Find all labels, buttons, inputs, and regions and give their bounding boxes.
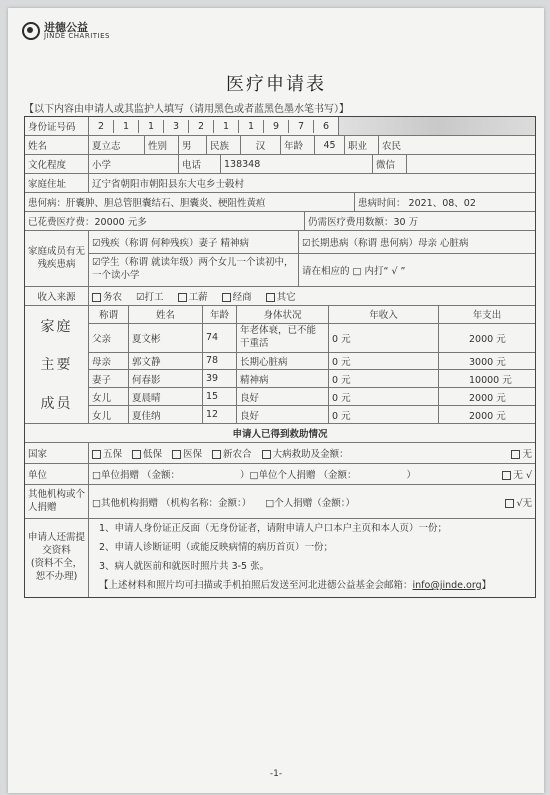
income-options bbox=[89, 287, 535, 305]
ethnic-value: 汉 bbox=[241, 136, 281, 154]
submit-items bbox=[89, 519, 535, 597]
addr-label: 家庭住址 bbox=[25, 174, 89, 192]
other-label: 其他机构或个人捐赠 bbox=[25, 485, 89, 518]
id-digit: 6 bbox=[322, 120, 330, 132]
id-digit: 1 bbox=[214, 120, 239, 133]
checkbox-icon bbox=[222, 293, 231, 302]
family-students: ☑学生（称谓 就读年级）两个女儿一个读初中，一个读小学 bbox=[89, 254, 299, 286]
jinde-logo bbox=[22, 22, 110, 40]
checkbox-icon bbox=[262, 450, 271, 459]
age-label: 年龄 bbox=[281, 136, 315, 154]
onset-text: 患病时间： 2021、08、02 bbox=[358, 198, 476, 209]
checkbox-icon bbox=[502, 471, 511, 480]
id-digit: 2 bbox=[89, 120, 114, 133]
id-digit: 3 bbox=[164, 120, 189, 133]
other-aid-row bbox=[25, 485, 535, 519]
members-header: 称谓 姓名 年龄 身体状况 年收入 年支出 bbox=[89, 306, 535, 324]
submit-item: 3、病人就医前和就医时照片共 3-5 张。 bbox=[99, 561, 270, 573]
id-digit: 1 bbox=[139, 120, 164, 133]
job-value: 农民 bbox=[382, 141, 402, 152]
name-label: 姓名 bbox=[25, 136, 89, 154]
spent-text: 已花费医疗费：20000 元多 bbox=[25, 212, 305, 230]
name-row bbox=[25, 136, 535, 155]
logo-cn: 进德公益 bbox=[44, 21, 88, 34]
checkbox-icon bbox=[212, 450, 221, 459]
wechat-label: 微信 bbox=[373, 155, 407, 173]
email-line: 【上述材料和照片均可扫描或手机拍照后发送至河北进德公益基金会邮箱：info@jinde.org】 bbox=[99, 580, 492, 592]
family-condition-row bbox=[25, 231, 535, 287]
document-page bbox=[8, 8, 544, 793]
income-option: 其它 bbox=[266, 289, 296, 303]
checkbox-icon bbox=[505, 499, 514, 508]
gov-aid-row bbox=[25, 443, 535, 464]
unit-label: 单位 bbox=[25, 464, 89, 484]
id-digit: 9 bbox=[264, 120, 289, 133]
submit-row bbox=[25, 519, 535, 597]
aid-header-row bbox=[25, 424, 535, 443]
income-label: 收入来源 bbox=[25, 287, 89, 305]
application-form bbox=[24, 116, 536, 598]
income-option: 务农 bbox=[92, 289, 122, 303]
checkbox-icon bbox=[132, 450, 141, 459]
id-row bbox=[25, 117, 535, 136]
disease-row bbox=[25, 193, 535, 212]
checkbox-hint: 请在相应的 □ 内打“ √ ” bbox=[302, 265, 406, 277]
gender-value: 男 bbox=[179, 136, 207, 154]
checkbox-icon bbox=[178, 293, 187, 302]
addr-value: 辽宁省朝阳市朝阳县东大屯乡士毂村 bbox=[92, 179, 245, 190]
disease-text: 患何病：肝囊肿、胆总管胆囊结石、胆囊炎、梗阻性黄疸 bbox=[25, 193, 355, 211]
age-value: 45 bbox=[315, 136, 345, 154]
id-label: 身份证号码 bbox=[25, 117, 89, 135]
table-row: 女儿 夏晨晴 15 良好 0 元 2000 元 bbox=[89, 388, 535, 406]
members-table bbox=[89, 306, 535, 423]
checkbox-icon bbox=[266, 293, 275, 302]
fill-instruction: 【以下内容由申请人或其监护人填写（请用黑色或者蓝黑色墨水笔书写）】 bbox=[24, 104, 349, 115]
other-options: □其他机构捐赠 （机构名称：金额：） □个人捐赠（金额：） √无 bbox=[92, 497, 532, 509]
logo-en: JINDE CHARITIES bbox=[44, 32, 110, 40]
checkbox-icon bbox=[92, 293, 101, 302]
members-block bbox=[25, 306, 535, 424]
page-number: -1- bbox=[269, 769, 283, 779]
id-digit: 1 bbox=[114, 120, 139, 133]
edu-label: 文化程度 bbox=[25, 155, 89, 173]
family-chronic: ☑长期患病（称谓 患何病）母亲 心脏病 bbox=[302, 237, 469, 249]
submit-item: 2、申请人诊断证明（或能反映病情的病历首页）一份； bbox=[99, 542, 334, 554]
cost-row bbox=[25, 212, 535, 231]
form-title: 医疗申请表 bbox=[226, 74, 326, 95]
id-digits bbox=[89, 117, 339, 135]
income-option: 经商 bbox=[222, 289, 252, 303]
job-label: 职业 bbox=[345, 136, 379, 154]
income-option: ☑打工 bbox=[136, 292, 164, 303]
table-row: 妻子 何春影 39 精神病 0 元 10000 元 bbox=[89, 370, 535, 388]
id-digit: 2 bbox=[189, 120, 214, 133]
phone-value: 138348 bbox=[221, 155, 373, 173]
gov-options: 五保 低保 医保 新农合 大病救助及金额： 无 bbox=[89, 443, 535, 463]
gender-label: 性别 bbox=[145, 136, 179, 154]
table-row: 女儿 夏佳纳 12 良好 0 元 2000 元 bbox=[89, 406, 535, 423]
name-value: 夏立志 bbox=[89, 136, 145, 154]
checkbox-icon bbox=[172, 450, 181, 459]
address-row bbox=[25, 174, 535, 193]
income-option: 工薪 bbox=[178, 289, 208, 303]
family-disability: ☑残疾（称谓 何种残疾）妻子 精神病 bbox=[89, 231, 299, 253]
phone-label: 电话 bbox=[179, 155, 221, 173]
edu-value: 小学 bbox=[89, 155, 179, 173]
submit-item: 1、申请人身份证正反面（无身份证者，请附申请人户口本户主页和本人页）一份； bbox=[99, 523, 448, 535]
ethnic-label: 民族 bbox=[207, 136, 241, 154]
submit-label-cell: 申请人还需提交资料 (资料不全，恕不办理) bbox=[25, 519, 89, 597]
table-row: 母亲 郭文静 78 长期心脏病 0 元 3000 元 bbox=[89, 353, 535, 371]
wechat-value bbox=[407, 155, 535, 173]
edu-row bbox=[25, 155, 535, 174]
unit-options: □单位捐赠 （金额： ）□单位个人捐赠 （金额： ） 无 √ bbox=[92, 470, 532, 481]
aid-header: 申请人已得到救助情况 bbox=[232, 429, 328, 440]
members-side-label: 家庭 主要 成员 bbox=[25, 306, 89, 423]
id-digit: 7 bbox=[289, 120, 314, 133]
id-digit: 1 bbox=[239, 120, 264, 133]
unit-aid-row bbox=[25, 464, 535, 485]
checkbox-icon bbox=[511, 450, 520, 459]
email-link[interactable]: info@jinde.org bbox=[412, 580, 482, 592]
need-text: 仍需医疗费用数额：30 万 bbox=[308, 217, 419, 228]
checkbox-icon bbox=[92, 450, 101, 459]
id-redacted bbox=[339, 117, 535, 135]
gov-label: 国家 bbox=[25, 443, 89, 463]
income-row bbox=[25, 287, 535, 306]
family-label: 家庭成员有无残疾患病 bbox=[25, 231, 89, 286]
table-row: 父亲 夏文彬 74 年老体衰，已不能干重活 0 元 2000 元 bbox=[89, 324, 535, 353]
logo-icon bbox=[22, 22, 40, 40]
